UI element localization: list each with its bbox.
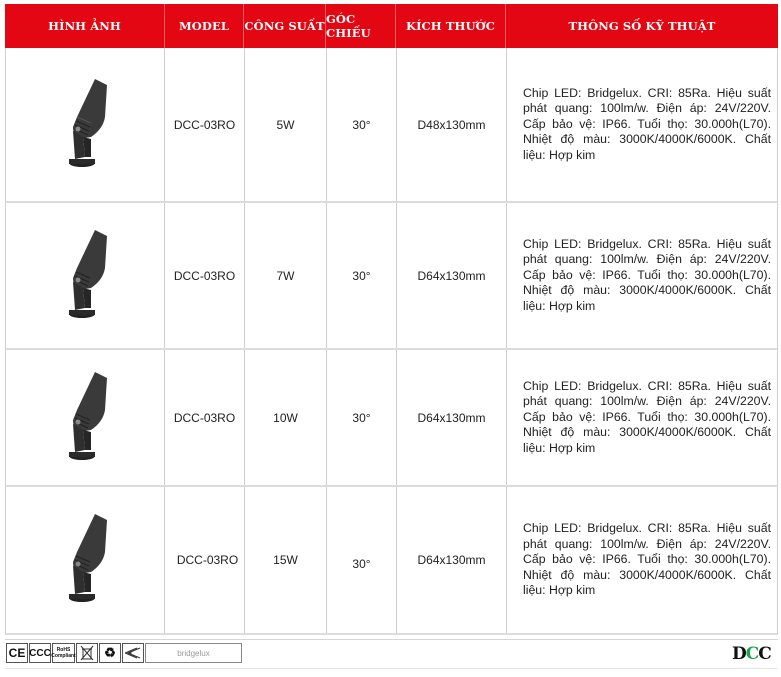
model-cell: DCC-03RO [165, 48, 245, 201]
table-row [5, 487, 778, 635]
header-model: MODEL [165, 4, 244, 48]
beam-angle-cell: 30° [327, 48, 397, 201]
power-cell: 10W [245, 350, 327, 485]
bridgelux-logo: bridgelux [145, 643, 242, 663]
specs-cell [507, 48, 777, 201]
size-cell: D48x130mm [397, 48, 507, 201]
rohs-mark-icon: RoHS Compliant [52, 643, 75, 663]
product-image-cell [6, 48, 165, 201]
specs-text: Chip LED: Bridgelux. CRI: 85Ra. Hiệu suất phát quang: 100lm/w. Điện áp: 24V/220V. Cấp bảo vệ: IP66. Tuổi thọ: 30.000h(L70). Nhiệt độ màu: 3000K/4000K/6000K. Chất liệu: Hợp kim [523, 85, 771, 162]
product-image-cell [6, 487, 165, 633]
table-row [5, 203, 778, 350]
brand-letter-c1: C [745, 644, 759, 664]
dcc-brand-logo [732, 644, 771, 664]
size-cell: D64x130mm [397, 487, 507, 633]
ccc-mark-icon: CCC [29, 643, 51, 663]
table-row [5, 48, 778, 203]
spotlight-lamp-icon [55, 228, 115, 324]
model-cell: DCC-03RO [165, 350, 245, 485]
specs-cell [507, 487, 777, 633]
beam-angle-cell: 30° [327, 350, 397, 485]
size-cell: D64x130mm [397, 203, 507, 348]
spotlight-lamp-icon [55, 77, 115, 173]
beam-angle-cell: 30° [327, 203, 397, 348]
weee-bin-icon [76, 643, 98, 663]
power-cell: 15W [245, 487, 327, 633]
certification-logos [6, 643, 243, 663]
header-image: HÌNH ẢNH [5, 4, 165, 48]
header-power: CÔNG SUẤT [244, 4, 326, 48]
specs-text: Chip LED: Bridgelux. CRI: 85Ra. Hiệu suất phát quang: 100lm/w. Điện áp: 24V/220V. Cấp bảo vệ: IP66. Tuổi thọ: 30.000h(L70). Nhiệt độ màu: 3000K/4000K/6000K. Chất liệu: Hợp kim [523, 236, 771, 313]
brand-letter-c2: C [758, 644, 771, 664]
spotlight-lamp-icon [55, 370, 115, 466]
specs-text: Chip LED: Bridgelux. CRI: 85Ra. Hiệu suất phát quang: 100lm/w. Điện áp: 24V/220V. Cấp bảo vệ: IP66. Tuổi thọ: 30.000h(L70). Nhiệt độ màu: 3000K/4000K/6000K. Chất liệu: Hợp kim [523, 378, 771, 455]
product-image-cell [6, 203, 165, 348]
footer-bottom-line [5, 668, 778, 669]
header-specs: THÔNG SỐ KỸ THUẬT [568, 19, 716, 33]
specs-cell [507, 203, 777, 348]
specs-cell [507, 350, 777, 485]
power-cell: 7W [245, 203, 327, 348]
brand-letter-d: D [732, 644, 746, 664]
footer-divider [5, 639, 778, 640]
model-cell: DCC-03RO [165, 487, 245, 633]
model-cell: DCC-03RO [165, 203, 245, 348]
recycle-icon: ♻ [99, 643, 121, 663]
ce-mark-icon: CE [6, 643, 28, 663]
tested-mark-icon [122, 643, 144, 663]
spotlight-lamp-icon [55, 512, 115, 608]
table-row [5, 350, 778, 487]
header-size: KÍCH THƯỚC [396, 4, 506, 48]
header-beam-angle: GÓC CHIẾU [326, 4, 396, 48]
table-header [5, 4, 778, 48]
specs-text: Chip LED: Bridgelux. CRI: 85Ra. Hiệu suất phát quang: 100lm/w. Điện áp: 24V/220V. Cấp bảo vệ: IP66. Tuổi thọ: 30.000h(L70). Nhiệt độ màu: 3000K/4000K/6000K. Chất liệu: Hợp kim [523, 521, 771, 598]
size-cell: D64x130mm [397, 350, 507, 485]
power-cell: 5W [245, 48, 327, 201]
beam-angle-cell: 30° [327, 487, 397, 633]
product-image-cell [6, 350, 165, 485]
